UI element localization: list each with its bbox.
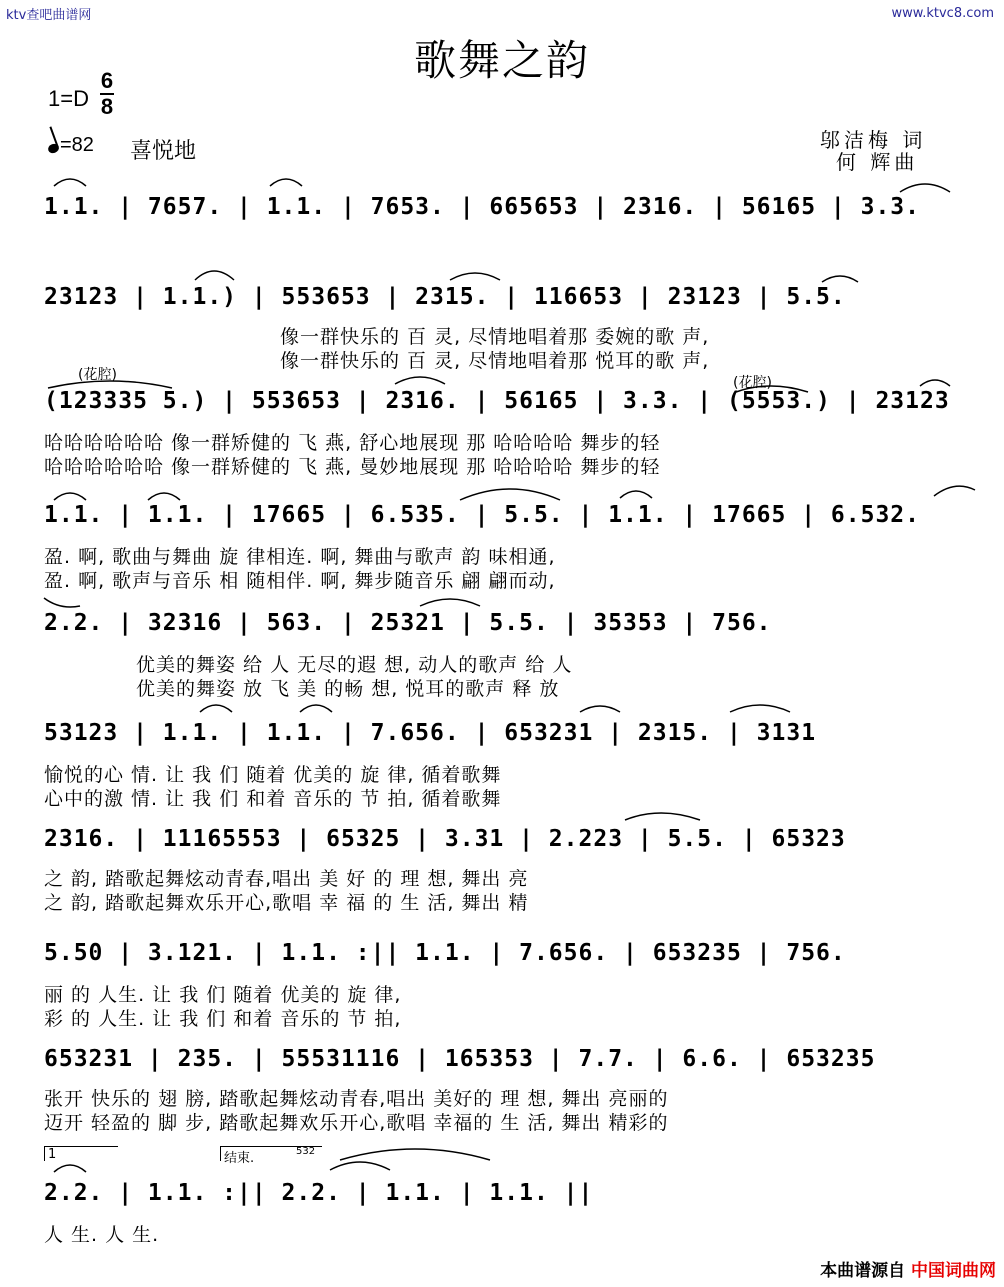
lyric-verse2-7: 彩 的 人生. 让 我 们 和着 音乐的 节 拍, bbox=[44, 1008, 402, 1030]
lyric-verse2-3: 盈. 啊, 歌声与音乐 相 随相伴. 啊, 舞步随音乐 翩 翩而动, bbox=[44, 570, 556, 592]
slur-23 bbox=[330, 1162, 390, 1170]
lyric-verse1-6: 之 韵, 踏歌起舞炫动青春,唱出 美 好 的 理 想, 舞出 亮 bbox=[44, 868, 529, 890]
slur-4 bbox=[195, 271, 234, 280]
lyric-verse1-9: 人 生. 人 生. bbox=[44, 1224, 160, 1246]
slur-10 bbox=[920, 380, 950, 386]
lyric-verse2-6: 之 韵, 踏歌起舞欢乐开心,歌唱 幸 福 的 生 活, 舞出 精 bbox=[44, 892, 529, 914]
slur-16 bbox=[44, 598, 80, 607]
slur-15 bbox=[934, 486, 975, 496]
slur-12 bbox=[148, 493, 180, 500]
score-notes-9: 2.2. | 1.1. :|| 2.2. | 1.1. | 1.1. || bbox=[44, 1180, 594, 1206]
lyric-verse1-8: 张开 快乐的 翅 膀, 踏歌起舞炫动青春,唱出 美好的 理 想, 舞出 亮丽的 bbox=[44, 1088, 669, 1110]
annotation-huaqiang-1: (花腔) bbox=[78, 367, 117, 383]
slur-2 bbox=[270, 179, 302, 186]
score-notes-1: 23123 | 1.1.) | 553653 | 2315. | 116653 | 23123 | 5.5. bbox=[44, 284, 846, 310]
annotation-huaqiang-2: (花腔) bbox=[733, 375, 772, 391]
slur-1 bbox=[54, 179, 86, 186]
lyric-verse2-4: 优美的舞姿 放 飞 美 的畅 想, 悦耳的歌声 释 放 bbox=[136, 678, 560, 700]
expression-marking: 喜悦地 bbox=[130, 139, 197, 164]
key-signature: 1=D bbox=[48, 86, 89, 111]
ending-label: 结束. bbox=[224, 1151, 255, 1166]
score-notes-0: 1.1. | 7657. | 1.1. | 7653. | 665653 | 2316. | 56165 | 3.3. bbox=[44, 194, 920, 220]
score-notes-2: (123335 5.) | 553653 | 2316. | 56165 | 3.3. | (5553.) | 23123 bbox=[44, 388, 950, 414]
lyric-verse2-1: 像一群快乐的 百 灵, 尽情地唱着那 悦耳的歌 声, bbox=[280, 350, 710, 372]
slur-19 bbox=[300, 705, 332, 712]
lyric-verse1-2: 哈哈哈哈哈哈 像一群矫健的 飞 燕, 舒心地展现 那 哈哈哈哈 舞步的轻 bbox=[44, 432, 661, 454]
lyric-verse1-3: 盈. 啊, 歌曲与舞曲 旋 律相连. 啊, 舞曲与歌声 韵 味相通, bbox=[44, 546, 556, 568]
slur-22 bbox=[625, 813, 700, 820]
grace-notes: 532 bbox=[296, 1146, 316, 1157]
footer-source-label: 本曲谱源自 bbox=[820, 1261, 906, 1281]
slur-3 bbox=[900, 184, 950, 192]
slur-11 bbox=[54, 493, 86, 500]
slur-13 bbox=[460, 489, 560, 500]
lyric-verse1-4: 优美的舞姿 给 人 无尽的遐 想, 动人的歌声 给 人 bbox=[136, 654, 573, 676]
slur-7 bbox=[48, 381, 172, 388]
tempo-value: =82 bbox=[60, 134, 94, 156]
slur-5 bbox=[450, 273, 500, 280]
lyric-verse2-5: 心中的激 情. 让 我 们 和着 音乐的 节 拍, 循着歌舞 bbox=[44, 788, 502, 810]
time-signature-top: 6 bbox=[100, 68, 114, 93]
slur-6 bbox=[822, 276, 858, 282]
score-notes-4: 2.2. | 32316 | 563. | 25321 | 5.5. | 35353 | 756. bbox=[44, 610, 772, 636]
lyricist-credit: 邬洁梅 词 bbox=[820, 128, 927, 152]
slur-21 bbox=[730, 705, 790, 712]
score-notes-8: 653231 | 235. | 55531116 | 165353 | 7.7. | 6.6. | 653235 bbox=[44, 1046, 876, 1072]
lyric-verse1-7: 丽 的 人生. 让 我 们 随着 优美的 旋 律, bbox=[44, 984, 402, 1006]
lyric-verse1-1: 像一群快乐的 百 灵, 尽情地唱着那 委婉的歌 声, bbox=[280, 326, 710, 348]
score-notes-7: 5.50 | 3.121. | 1.1. :|| 1.1. | 7.656. | 653235 | 756. bbox=[44, 940, 846, 966]
watermark-left: ktv查吧曲谱网 bbox=[6, 8, 92, 23]
footer-source bbox=[820, 1256, 996, 1281]
slur-9 bbox=[736, 386, 808, 392]
score-notes-5: 53123 | 1.1. | 1.1. | 7.656. | 653231 | 2315. | 3131 bbox=[44, 720, 817, 746]
slur-20 bbox=[580, 706, 620, 712]
song-title: 歌舞之韵 bbox=[413, 36, 590, 85]
footer-site-link[interactable]: 中国词曲网 bbox=[911, 1261, 996, 1281]
slur-17 bbox=[420, 599, 480, 606]
time-signature-bottom: 8 bbox=[100, 94, 114, 119]
slur-14 bbox=[620, 491, 652, 498]
composer-credit: 何 辉曲 bbox=[836, 150, 919, 174]
volta-number: 1 bbox=[48, 1147, 57, 1162]
slur-18 bbox=[200, 705, 232, 712]
slur-25 bbox=[54, 1165, 86, 1172]
lyric-verse1-5: 愉悦的心 情. 让 我 们 随着 优美的 旋 律, 循着歌舞 bbox=[44, 764, 502, 786]
score-notes-3: 1.1. | 1.1. | 17665 | 6.535. | 5.5. | 1.1. | 17665 | 6.532. bbox=[44, 502, 920, 528]
lyric-verse2-8: 迈开 轻盈的 脚 步, 踏歌起舞欢乐开心,歌唱 幸福的 生 活, 舞出 精彩的 bbox=[44, 1112, 669, 1134]
slur-8 bbox=[395, 377, 445, 384]
score-notes-6: 2316. | 11165553 | 65325 | 3.31 | 2.223 | 5.5. | 65323 bbox=[44, 826, 846, 852]
slur-24 bbox=[340, 1149, 490, 1160]
watermark-right: www.ktvc8.com bbox=[891, 6, 994, 21]
lyric-verse2-2: 哈哈哈哈哈哈 像一群矫健的 飞 燕, 曼妙地展现 那 哈哈哈哈 舞步的轻 bbox=[44, 456, 661, 478]
